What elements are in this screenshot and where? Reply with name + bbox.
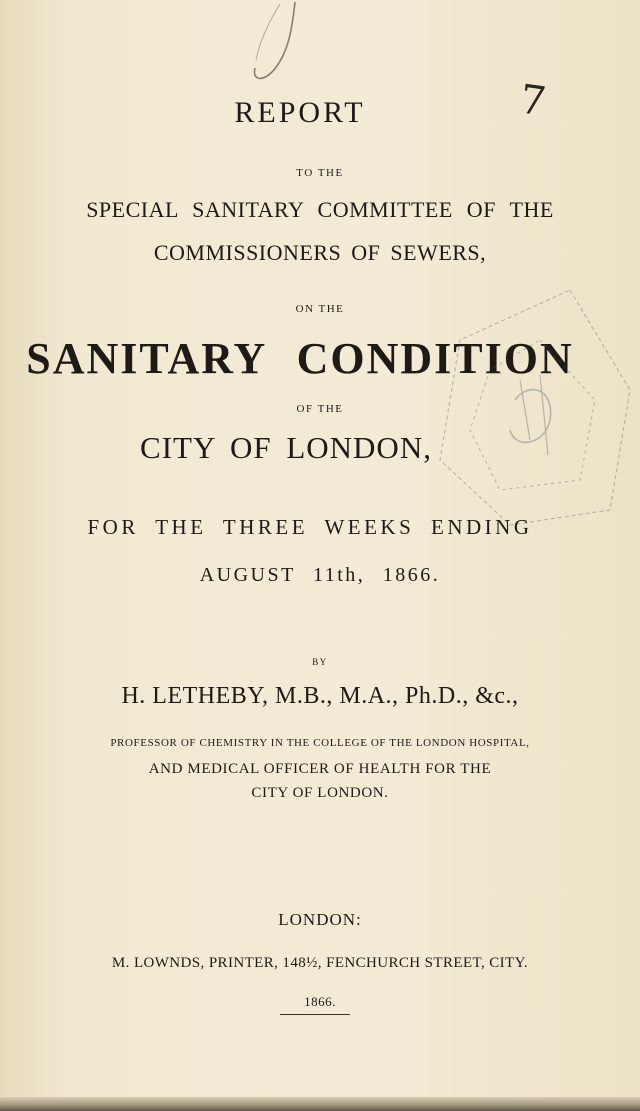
city-heading: CITY OF LONDON, (140, 430, 432, 465)
page-folio-number: 7 (516, 76, 549, 126)
to-the-label: TO THE (296, 167, 344, 179)
by-label: BY (312, 657, 328, 667)
imprint-place: LONDON: (278, 910, 362, 929)
on-the-label: ON THE (295, 303, 345, 315)
subject-heading: SANITARY CONDITION (26, 334, 574, 383)
imprint-printer: M. LOWNDS, PRINTER, 148½, FENCHURCH STREET, CITY. (111, 955, 529, 971)
date-line: AUGUST 11th, 1866. (199, 564, 441, 586)
committee-line-2: COMMISSIONERS OF SEWERS, (153, 240, 487, 265)
of-the-label: OF THE (296, 403, 344, 415)
imprint-year: 1866. (304, 994, 336, 1009)
author-position-line-3: CITY OF LONDON. (251, 785, 389, 801)
library-stamp-icon (420, 280, 635, 530)
imprint-rule (280, 1014, 350, 1015)
period-line: FOR THE THREE WEEKS ENDING (87, 515, 533, 539)
committee-line-1: SPECIAL SANITARY COMMITTEE OF THE (86, 197, 554, 222)
author-position-line-2: AND MEDICAL OFFICER OF HEALTH FOR THE (148, 761, 492, 777)
page-bottom-edge (0, 1097, 640, 1111)
author-name: H. LETHEBY, M.B., M.A., Ph.D., &c., (121, 683, 519, 709)
report-title: REPORT (234, 96, 366, 129)
handwritten-mark-icon (200, 0, 320, 95)
author-position-line-1: PROFESSOR OF CHEMISTRY IN THE COLLEGE OF THE LONDON HOSPITAL, (110, 737, 530, 749)
